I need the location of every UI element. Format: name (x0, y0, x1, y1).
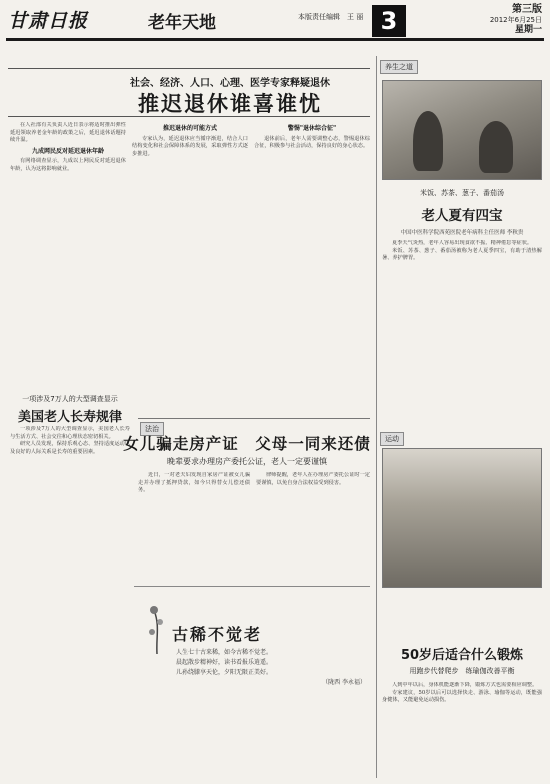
poem-author: （陇西 李永福） (322, 679, 366, 686)
us-paragraph: 一项涉及7万人的大型调查显示，美国老人长寿与生活方式、社会交往和心理状态密切相关。 (10, 426, 130, 440)
masthead-rule (6, 38, 544, 41)
edition-info (478, 5, 542, 35)
page-number-badge: 3 (372, 5, 406, 37)
fraud-column-1 (138, 472, 250, 580)
plum-blossom-icon (142, 596, 172, 656)
health-paragraph: 夏季天气炎热，老年人容易出现食欲不振、精神倦怠等症状。 (392, 240, 533, 246)
exercise-section-tag: 运动 (380, 432, 404, 446)
exercise-story-title: 50岁后适合什么锻炼 (400, 648, 524, 663)
photo-figure (413, 111, 443, 171)
lead-paragraph: 退休前后，老年人需要调整心态，警惕退休综合征，积极参与社会活动，保持良好的身心状态。 (254, 135, 370, 150)
fraud-section-tag: 法治 (140, 422, 164, 436)
masthead (0, 0, 550, 44)
lead-kicker: 社会、经济、人口、心理、医学专家释疑退休 (130, 78, 330, 89)
health-section-tag: 养生之道 (380, 60, 418, 74)
health-story-title: 老人夏有四宝 (421, 208, 503, 224)
us-story-kicker: 一项涉及7万人的大型调查显示 (22, 395, 118, 403)
poem-line: 儿孙绕膝享天伦，夕阳无限正美好。 (176, 669, 273, 676)
edition-number: 第三版 (512, 4, 542, 15)
lead-paragraph: 在人社部有关负责人近日表示将适时推出弹性延迟领取养老金年龄的政策之后，延迟退休话题持续升温。 (10, 122, 126, 144)
issue-weekday: 星期一 (514, 25, 542, 35)
photo-figure (479, 121, 513, 173)
lead-subhead: 九成网民反对延迟退休年龄 (31, 147, 104, 155)
us-story-title: 美国老人长寿规律 (17, 410, 122, 425)
lead-paragraph: 有网络调查显示，九成以上网民反对延迟退休年龄，认为这将影响就业。 (10, 158, 126, 172)
fraud-story-subtitle: 晚辈要求办理房产委托公证，老人一定要谨慎 (167, 457, 327, 466)
fraud-story-title: 女儿骗走房产证 父母一同来还债 (123, 435, 371, 453)
lead-subhead: 警惕"退休综合征" (287, 125, 337, 132)
poem-body (176, 648, 366, 768)
lead-column-2 (132, 122, 248, 412)
us-story-body (10, 426, 130, 776)
exercise-story-subtitle: 用跑步代替爬步 练瑜伽改善平衡 (409, 667, 515, 675)
poem-line: 人生七十古来稀，如今古稀不觉老。 (176, 649, 273, 656)
lead-column-3 (254, 122, 370, 412)
poem-title: 古稀不觉老 (172, 625, 263, 644)
lead-bottom-rule (8, 116, 370, 117)
exercise-story-body (382, 682, 542, 776)
health-paragraph: 米饭、苏茶、葱子、番茄汤被称为老人夏季四宝，有助于清热解暑、养护脾胃。 (382, 247, 542, 262)
health-story-byline: 中国中医科学院西苑医院老年病科主任医师 李秋贵 (400, 230, 524, 236)
tea-photo (382, 80, 542, 180)
newspaper-logo: 甘肃日报 (8, 10, 89, 32)
lead-top-rule (8, 68, 370, 69)
exercise-paragraph: 专家建议，50岁以后可以选择快走、游泳、瑜伽等运动，既能强身健体，又能避免运动损伤。 (382, 689, 542, 704)
poem-line: 晨起散步精神好，读书看报乐逍遥。 (176, 659, 273, 666)
fraud-column-2 (256, 472, 370, 580)
lead-column-1 (10, 122, 126, 390)
health-story-body (382, 240, 542, 424)
issue-date: 2012年6月25日 (489, 16, 542, 24)
exercise-paragraph: 人到中年以后，身体机能逐渐下降，锻炼方式也需要相应调整。 (392, 682, 538, 688)
section-title: 老年天地 (148, 13, 216, 33)
fraud-paragraph: 近日，一对老夫妇发现自家房产证被女儿骗走并办理了抵押贷款，如今只得替女儿偿还债务。 (138, 472, 250, 494)
fraud-top-rule (138, 418, 370, 419)
lead-headline: 推迟退休谁喜谁忧 (138, 92, 322, 116)
lead-subhead: 推迟退休的可能方式 (162, 125, 217, 132)
lead-paragraph: 专家认为，延迟退休应当循序渐进，结合人口结构变化和社会保障体系的发展，采取弹性方式逐步推进。 (132, 135, 248, 157)
fraud-paragraph: 律师提醒，老年人在办理房产委托公证时一定要谨慎，以免自身合法权益受到侵害。 (256, 472, 370, 486)
health-story-kicker: 米饭、苏茶、葱子、番茄汤 (420, 189, 504, 197)
exercise-photo (382, 448, 542, 588)
editor-credits: 本版责任编辑 王 丽 (298, 13, 364, 21)
us-paragraph: 研究人员发现，保持乐观心态、坚持适度运动以及良好的人际关系是长寿的重要因素。 (10, 441, 130, 455)
